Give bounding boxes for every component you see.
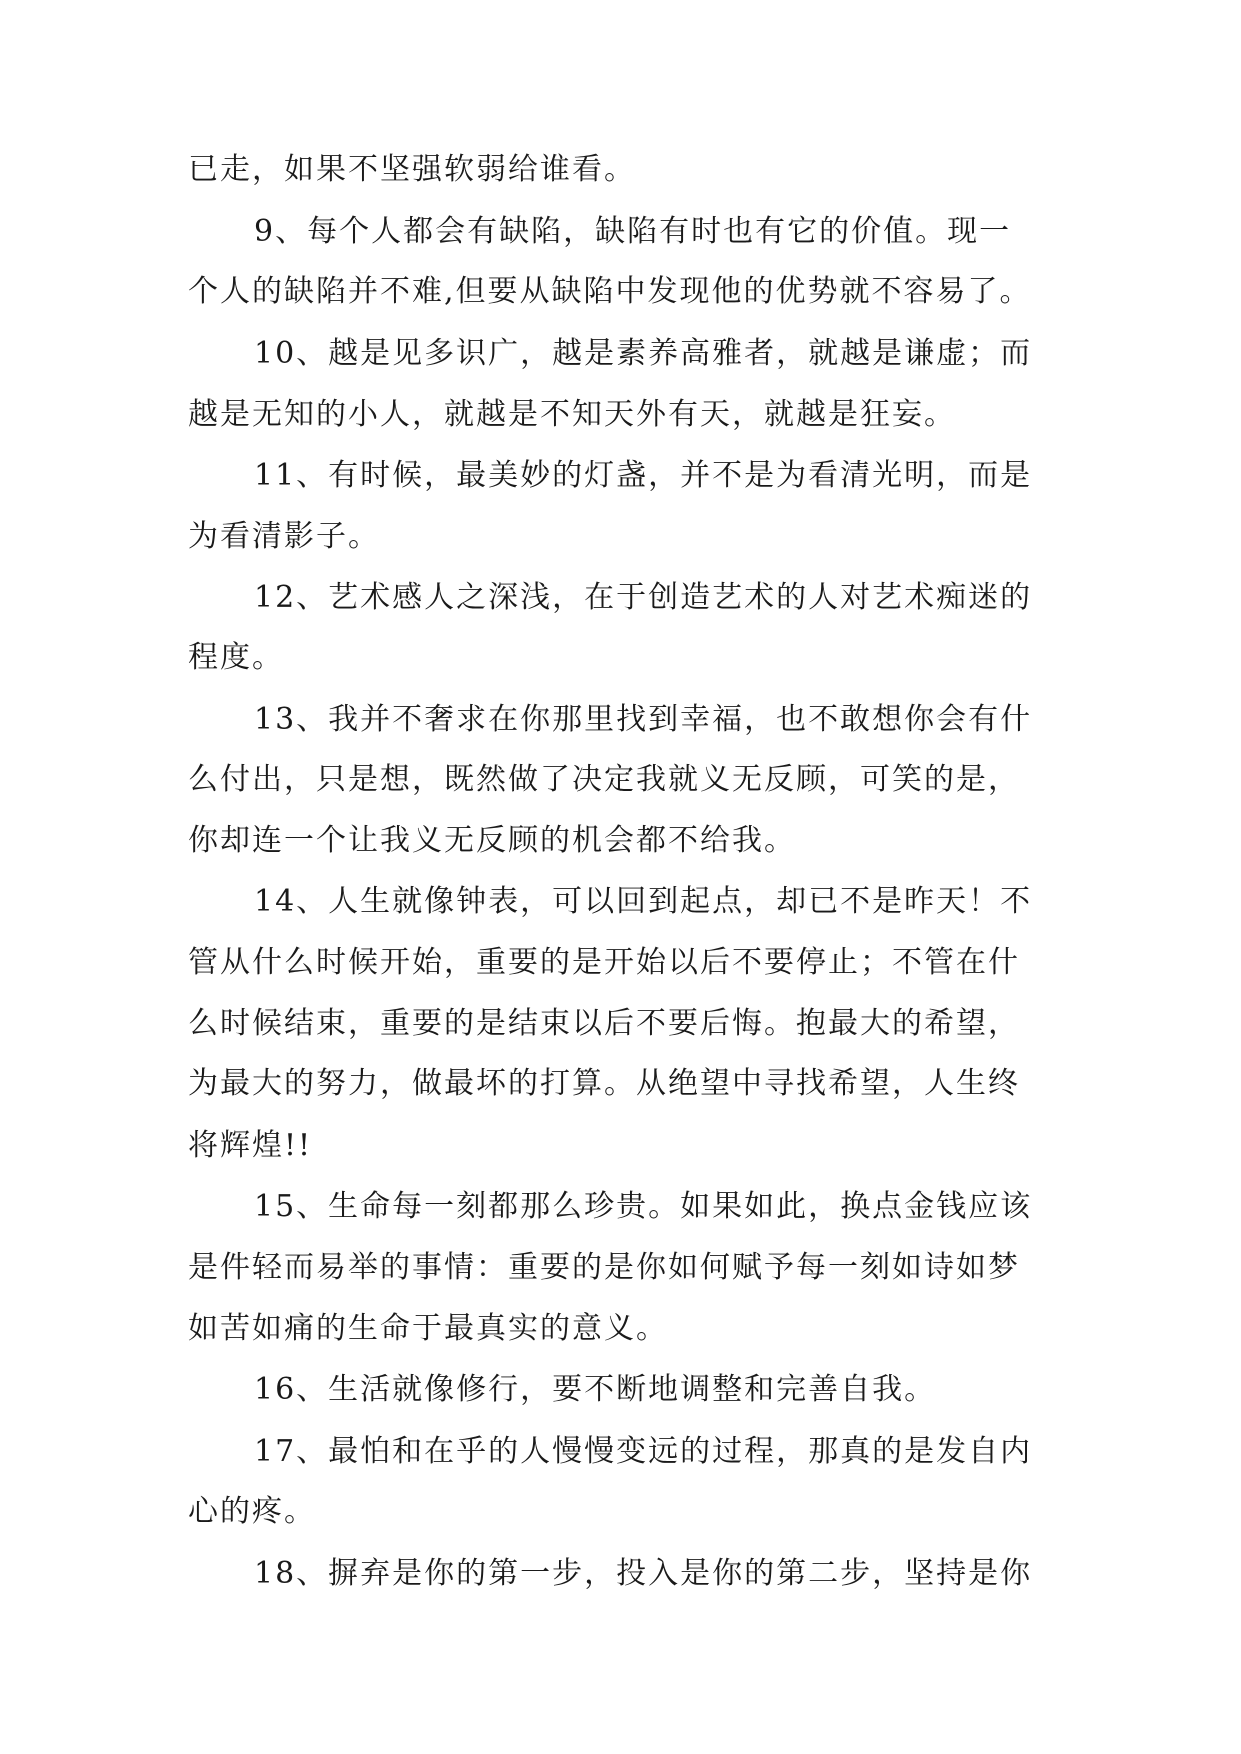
- text-line: 16、生活就像修行，要不断地调整和完善自我。: [254, 1372, 937, 1407]
- text-line: 如苦如痛的生命于最真实的意义。: [188, 1311, 668, 1346]
- text-line: 是件轻而易举的事情：重要的是你如何赋予每一刻如诗如梦: [188, 1250, 1020, 1285]
- text-line: 13、我并不奢求在你那里找到幸福，也不敢想你会有什: [254, 702, 1033, 737]
- text-line: 10、越是见多识广，越是素养高雅者，就越是谦虚；而: [254, 336, 1033, 371]
- text-line: 为看清影子。: [188, 519, 380, 554]
- text-line: 心的疼。: [188, 1494, 316, 1529]
- text-line: 管从什么时候开始，重要的是开始以后不要停止；不管在什: [188, 945, 1020, 980]
- text-line: 12、艺术感人之深浅，在于创造艺术的人对艺术痴迷的: [254, 580, 1033, 615]
- text-line: 14、人生就像钟表，可以回到起点，却已不是昨天！不: [254, 884, 1033, 919]
- text-line: 17、最怕和在乎的人慢慢变远的过程，那真的是发自内: [254, 1434, 1033, 1469]
- text-line: 15、生命每一刻都那么珍贵。如果如此，换点金钱应该: [254, 1189, 1033, 1224]
- text-line: 9、每个人都会有缺陷，缺陷有时也有它的价值。现一: [254, 214, 1012, 249]
- text-line: 么付出，只是想，既然做了决定我就义无反顾，可笑的是，: [188, 762, 1020, 797]
- text-line: 程度。: [188, 640, 284, 675]
- text-line: 18、摒弃是你的第一步，投入是你的第二步，坚持是你: [254, 1556, 1033, 1591]
- text-line: 么时候结束，重要的是结束以后不要后悔。抱最大的希望，: [188, 1006, 1020, 1041]
- text-line: 个人的缺陷并不难,但要从缺陷中发现他的优势就不容易了。: [188, 274, 1032, 309]
- text-line: 11、有时候，最美妙的灯盏，并不是为看清光明，而是: [254, 458, 1033, 493]
- text-line: 为最大的努力，做最坏的打算。从绝望中寻找希望，人生终: [188, 1066, 1020, 1101]
- text-line: 已走，如果不坚强软弱给谁看。: [188, 152, 636, 187]
- text-line: 将辉煌!!: [188, 1128, 313, 1163]
- text-line: 越是无知的小人，就越是不知天外有天，就越是狂妄。: [188, 397, 956, 432]
- text-line: 你却连一个让我义无反顾的机会都不给我。: [188, 823, 796, 858]
